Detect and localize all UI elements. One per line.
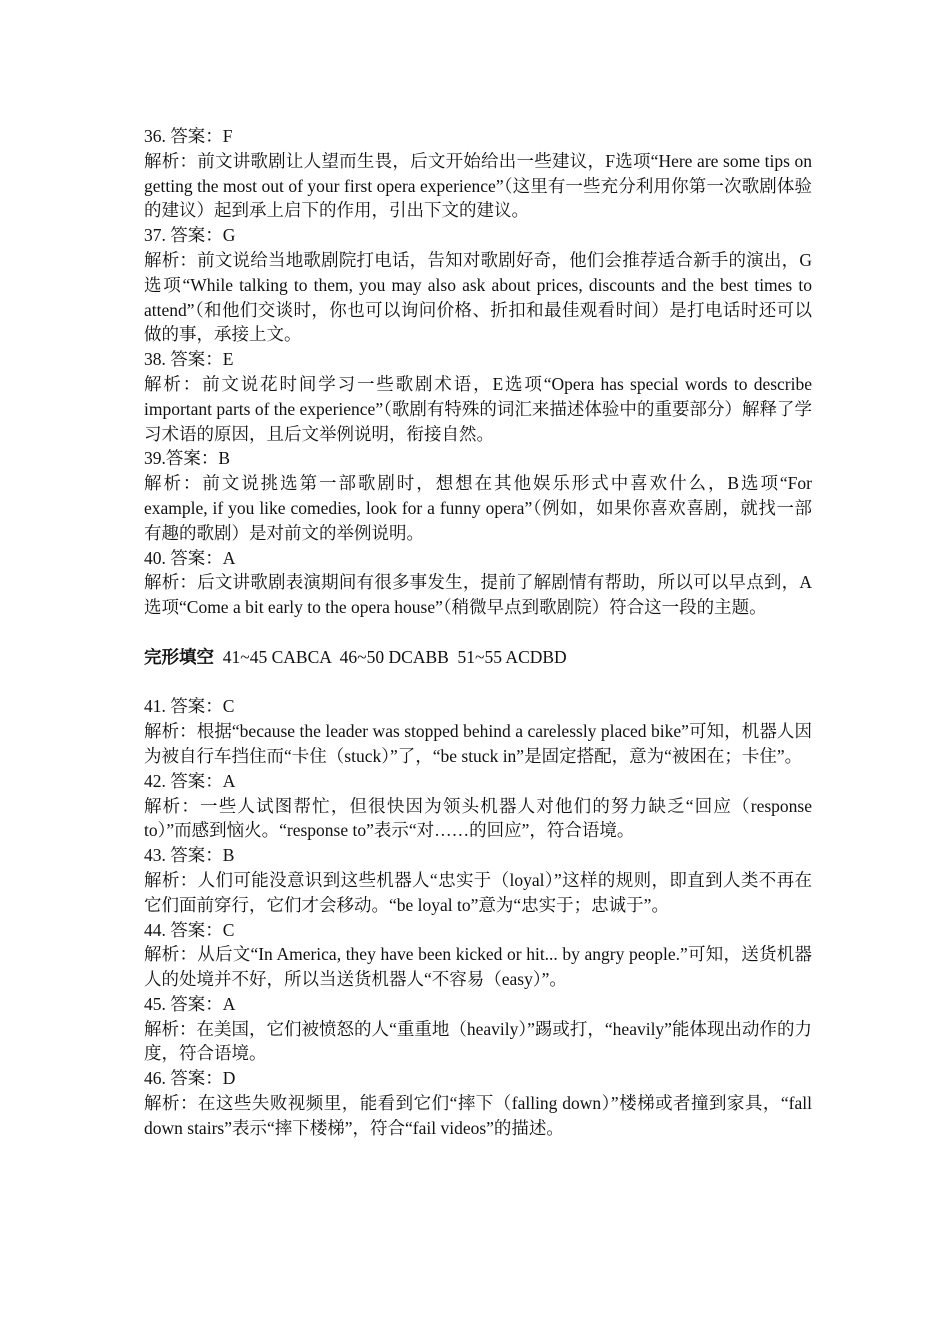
answer-37: 37. 答案：G <box>144 225 236 246</box>
spacer <box>144 620 812 645</box>
answer-45: 45. 答案：A <box>144 993 236 1014</box>
analysis-36: 解析：前文讲歌剧让人望而生畏，后文开始给出一些建议，F选项“Here are some tips on getting the most out of your first opera experience”（这里有一些充分利用你第一次歌剧体验的建议）起到承上启下的作用，引出下文的建议。 <box>144 150 812 221</box>
answer-44: 44. 答案：C <box>144 919 235 940</box>
answer-40: 40. 答案：A <box>144 547 236 568</box>
analysis-43: 解析：人们可能没意识到这些机器人“忠实于（loyal）”这样的规则，即直到人类不再在它们面前穿行，它们才会移动。“be loyal to”意为“忠实于；忠诚于”。 <box>144 869 812 915</box>
analysis-41: 解析：根据“because the leader was stopped behind a carelessly placed bike”可知，机器人因为被自行车挡住而“卡住（stuck）”了，“be stuck in”是固定搭配，意为“被困在；卡住”。 <box>144 721 812 766</box>
cloze-summary-line <box>144 645 812 670</box>
analysis-42: 解析：一些人试图帮忙，但很快因为领头机器人对他们的努力缺乏“回应（response to）”而感到恼火。“response to”表示“对……的回应”，符合语境。 <box>144 795 812 841</box>
answer-38: 38. 答案：E <box>144 349 234 370</box>
answer-42: 42. 答案：A <box>144 770 236 791</box>
analysis-39: 解析：前文说挑选第一部歌剧时，想想在其他娱乐形式中喜欢什么，B选项“For example, if you like comedies, look for a funny opera”（例如，如果你喜欢喜剧，就找一部有趣的歌剧）是对前文的举例说明。 <box>144 473 812 543</box>
answer-41: 41. 答案：C <box>144 696 235 717</box>
analysis-37: 解析：前文说给当地歌剧院打电话，告知对歌剧好奇，他们会推荐适合新手的演出，G选项“While talking to them, you may also ask about prices, discounts and the best times to attend”（和他们交谈时，你也可以询问价格、折扣和最佳观看时间）是打电话时还可以做的事，承接上文。 <box>144 249 812 345</box>
analysis-44: 解析：从后文“In America, they have been kicked or hit... by angry people.”可知，送货机器人的处境并不好，所以当送货机器人“不容易（easy）”。 <box>144 944 812 990</box>
answer-document <box>144 124 812 1141</box>
answer-39: 39.答案：B <box>144 448 231 469</box>
spacer <box>144 670 812 695</box>
analysis-45: 解析：在美国，它们被愤怒的人“重重地（heavily）”踢或打，“heavily”能体现出动作的力度，符合语境。 <box>144 1018 812 1064</box>
analysis-40: 解析：后文讲歌剧表演期间有很多事发生，提前了解剧情有帮助，所以可以早点到，A选项“Come a bit early to the opera house”（稍微早点到歌剧院）符合这一段的主题。 <box>144 572 812 618</box>
analysis-38: 解析：前文说花时间学习一些歌剧术语，E选项“Opera has special words to describe important parts of the experience”（歌剧有特殊的词汇来描述体验中的重要部分）解释了学习术语的原因，且后文举例说明，衔接自然。 <box>144 373 812 444</box>
analysis-46: 解析：在这些失败视频里，能看到它们“摔下（falling down）”楼梯或者撞到家具，“fall down stairs”表示“摔下楼梯”，符合“fail videos”的描述。 <box>144 1093 812 1138</box>
section-title: 完形填空 <box>144 646 214 667</box>
answer-46: 46. 答案：D <box>144 1068 236 1089</box>
answer-36: 36. 答案：F <box>144 126 233 146</box>
answer-43: 43. 答案：B <box>144 845 235 866</box>
answer-key-summary: 41~45 CABCA 46~50 DCABB 51~55 ACDBD <box>214 646 567 667</box>
